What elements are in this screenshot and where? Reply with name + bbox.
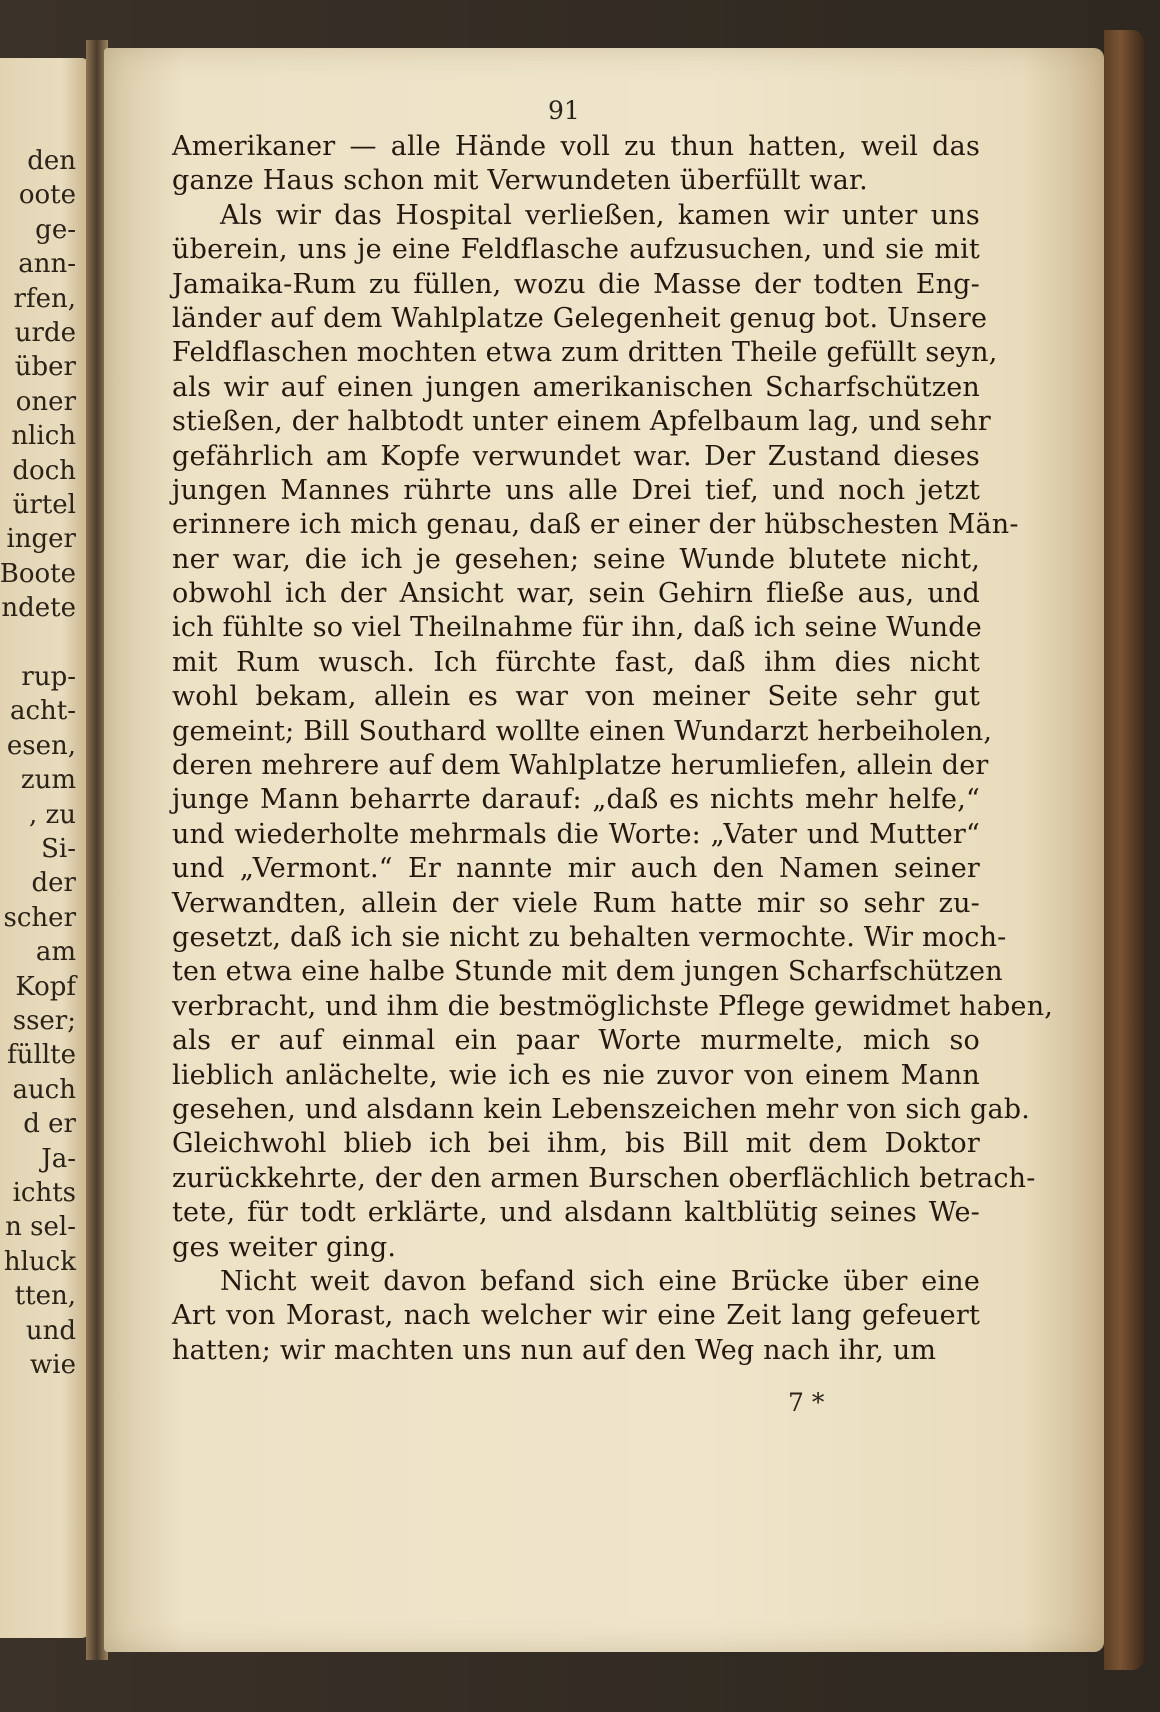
text-line: gesehen, und alsdann kein Lebenszeichen mehr von sich gab. [172, 1093, 1031, 1125]
text-line: ges weiter ging. [172, 1231, 397, 1263]
text-line: deren mehrere auf dem Wahlplatze herumliefen, allein der [172, 750, 989, 782]
left-page-text-fragment: nlich [11, 421, 76, 452]
left-page-text-fragment: der [31, 868, 76, 899]
text-line: als er auf einmal ein paar Worte murmelte, mich so [172, 1025, 980, 1057]
left-page-text-fragment: auch [12, 1074, 76, 1105]
left-page-text-fragment: ann- [18, 249, 76, 280]
left-page-text-fragment: und [25, 1315, 76, 1346]
text-line: Nicht weit davon befand sich eine Brücke über eine [220, 1265, 980, 1297]
text-line: jungen Mannes rührte uns alle Drei tief, und noch jetzt [172, 474, 980, 506]
left-page-text-fragment: am [35, 937, 76, 968]
text-line: stießen, der halbtodt unter einem Apfelbaum lag, und sehr [172, 406, 991, 438]
text-line: und wiederholte mehrmals die Worte: „Vater und Mutter“ [172, 818, 980, 850]
left-page-text-fragment: ge- [35, 214, 76, 245]
text-line: Amerikaner — alle Hände voll zu thun hatten, weil das [172, 131, 980, 162]
left-page-text-fragment: wie [30, 1350, 76, 1380]
text-line: Feldflaschen mochten etwa zum dritten Theile gefüllt seyn, [172, 337, 998, 369]
text-line: erinnere ich mich genau, daß er einer der hübschesten Män- [172, 509, 1019, 541]
left-page-text-fragment: rfen, [13, 283, 76, 314]
left-page-text-fragment: Kopf [15, 971, 76, 1002]
left-page-fragment [0, 58, 88, 1638]
left-page-text-fragment: d er [23, 1109, 76, 1140]
left-page-text-fragment: ndete [1, 593, 76, 624]
left-page-text-fragment: tten, [14, 1281, 76, 1312]
left-page-text-fragment: Si- [41, 834, 76, 864]
text-line: obwohl ich der Ansicht war, sein Gehirn fließe aus, und [172, 578, 980, 610]
text-line: verbracht, und ihm die bestmöglichste Pflege gewidmet haben, [172, 990, 1054, 1022]
text-line: wohl bekam, allein es war von meiner Seite sehr gut [172, 681, 980, 713]
left-page-text-fragment: doch [12, 455, 76, 486]
left-page-text-fragment: über [14, 352, 76, 383]
text-line: Jamaika-Rum zu füllen, wozu die Masse der todten Eng- [172, 268, 980, 300]
text-line: zurückkehrte, der den armen Burschen oberflächlich betrach- [172, 1162, 1036, 1194]
text-line: Gleichwohl blieb ich bei ihm, bis Bill mit dem Doktor [172, 1128, 980, 1160]
left-page-text-fragment: rup- [21, 662, 76, 692]
text-line: mit Rum wusch. Ich fürchte fast, daß ihm dies nicht [172, 646, 980, 678]
text-line: und „Vermont.“ Er nannte mir auch den Namen seiner [172, 853, 980, 885]
text-line: ganze Haus schon mit Verwundeten überfüllt war. [172, 165, 868, 197]
text-line: ich fühlte so viel Theilnahme für ihn, daß ich seine Wunde [172, 612, 982, 644]
text-line: gemeint; Bill Southard wollte einen Wundarzt herbeiholen, [172, 715, 993, 747]
left-page-text-fragment: scher [3, 902, 76, 933]
text-line: lieblich anlächelte, wie ich es nie zuvor von einem Mann [172, 1059, 980, 1091]
text-line: junge Mann beharrte darauf: „daß es nichts mehr helfe,“ [172, 784, 980, 816]
left-page-text-fragment: Ja- [41, 1143, 76, 1174]
left-page-text-fragment: urde [14, 318, 76, 348]
page-number: 91 [548, 96, 580, 125]
text-line: gefährlich am Kopfe verwundet war. Der Zustand dieses [172, 440, 980, 472]
text-line: Art von Morast, nach welcher wir eine Zeit lang gefeuert [172, 1300, 980, 1332]
left-page-text-fragment: oote [18, 180, 76, 211]
text-line: hatten; wir machten uns nun auf den Weg nach ihr, um [172, 1334, 937, 1366]
text-line: gesetzt, daß ich sie nicht zu behalten vermochte. Wir moch- [172, 921, 1007, 953]
text-line: tete, für todt erklärte, und alsdann kaltblütig seines We- [172, 1197, 980, 1229]
text-line: als wir auf einen jungen amerikanischen Scharfschützen [172, 371, 980, 403]
text-line: Verwandten, allein der viele Rum hatte mir so sehr zu- [172, 887, 980, 919]
text-line: Als wir das Hospital verließen, kamen wir unter uns [220, 199, 980, 231]
left-page-text-fragment: acht- [9, 696, 76, 727]
signature-mark: 7 * [788, 1388, 825, 1417]
left-page-text-fragment: inger [6, 524, 76, 555]
left-page-text-fragment: , zu [29, 799, 76, 830]
left-page-text-fragment: den [27, 146, 76, 176]
left-page-text-fragment: füllte [7, 1040, 76, 1071]
left-page-text-fragment: n sel- [5, 1212, 76, 1243]
left-page-text-fragment: zum [20, 765, 76, 796]
left-page-text-fragment: ürtel [12, 490, 76, 520]
text-line: überein, uns je eine Feldflasche aufzusuchen, und sie mit [172, 234, 980, 266]
text-line: ner war, die ich je gesehen; seine Wunde blutete nicht, [172, 543, 980, 575]
left-page-text-fragment: ichts [12, 1178, 76, 1208]
left-page-text-fragment: hluck [3, 1246, 76, 1277]
left-page-text-fragment: Boote [0, 558, 76, 589]
text-line: länder auf dem Wahlplatze Gelegenheit genug bot. Unsere [172, 302, 988, 334]
left-page-text-fragment: esen, [6, 730, 76, 761]
page-text-block [172, 130, 1054, 1368]
book-cover-edge [1104, 30, 1144, 1670]
left-page-text-fragment: sser; [12, 1006, 76, 1036]
left-page-text-fragment: oner [15, 386, 76, 417]
text-line: ten etwa eine halbe Stunde mit dem jungen Scharfschützen [172, 956, 1003, 988]
